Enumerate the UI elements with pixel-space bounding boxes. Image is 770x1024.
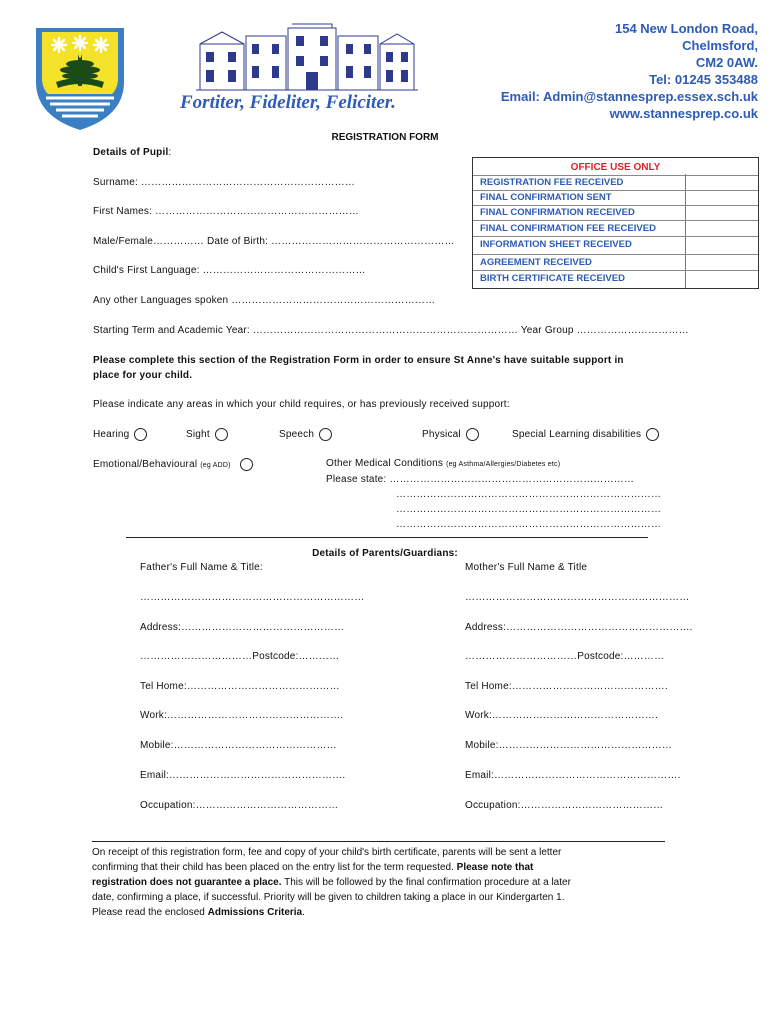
office-row-label: FINAL CONFIRMATION FEE RECEIVED (480, 223, 656, 234)
starting-term-field[interactable]: Starting Term and Academic Year: …………………………………………………………………… Year Group …………………………… (93, 325, 689, 336)
sex-and-dob-field[interactable]: Male/Female…………… Date of Birth: ……………………………………………… (93, 236, 455, 247)
office-row-label: REGISTRATION FEE RECEIVED (480, 177, 624, 188)
mother-occupation-field[interactable]: Occupation:…………………………………… (465, 800, 664, 811)
emotional-option[interactable] (93, 458, 253, 471)
mother-postcode-field[interactable]: ……………………………Postcode:………… (465, 651, 665, 662)
mother-mobile-field[interactable]: Mobile:…………………………………………… (465, 740, 673, 751)
please-state-line[interactable]: …………………………………………………………………… (396, 519, 662, 530)
address-street: 154 New London Road, (614, 21, 758, 36)
office-use-box (472, 157, 759, 289)
father-postcode-field[interactable]: ……………………………Postcode:………… (140, 651, 340, 662)
father-mobile-field[interactable]: Mobile:………………………………………… (140, 740, 337, 751)
father-work-field[interactable]: Work:……………………………………………. (140, 710, 344, 721)
father-name-field[interactable]: ………………………………………………………… (140, 592, 365, 603)
address-postcode: CM2 0AW. (695, 55, 758, 70)
father-occupation-field[interactable]: Occupation:…………………………………… (140, 800, 339, 811)
special-learning-radio[interactable] (646, 428, 659, 441)
office-row-label: BIRTH CERTIFICATE RECEIVED (480, 273, 625, 284)
office-row (473, 238, 758, 255)
emotional-label: Emotional/Behavioural (93, 459, 198, 471)
office-row-label: AGREEMENT RECEIVED (480, 257, 592, 268)
physical-label: Physical (422, 429, 461, 441)
please-state-line[interactable]: …………………………………………………………………… (396, 489, 662, 500)
hearing-option[interactable] (93, 428, 147, 441)
office-row-label: INFORMATION SHEET RECEIVED (480, 239, 632, 250)
registration-note (92, 841, 665, 920)
address-town: Chelmsford, (682, 38, 758, 53)
parents-heading: Details of Parents/Guardians: (312, 548, 458, 559)
mother-tel-field[interactable]: Tel Home:………………………………………. (465, 681, 668, 692)
mother-name-title-label: Mother's Full Name & Title (465, 562, 588, 573)
note-line: Please read the enclosed Admissions Criteria. (92, 907, 305, 918)
mother-address-field[interactable]: Address:………………………………………………. (465, 622, 693, 633)
hearing-radio[interactable] (134, 428, 147, 441)
please-state-field[interactable]: Please state: ……………………………………………………………… (326, 474, 635, 485)
school-crest-logo (32, 24, 128, 132)
address-telephone: Tel: 01245 353488 (649, 72, 758, 87)
physical-radio[interactable] (466, 428, 479, 441)
pupil-details-heading: Details of Pupil: (93, 147, 172, 158)
note-line: On receipt of this registration form, fee and copy of your child's birth certificate, parents will be sent a letter (92, 847, 562, 858)
sight-label: Sight (186, 429, 210, 441)
office-row (473, 191, 758, 206)
other-medical-note: (eg Asthma/Allergies/Diabetes etc) (446, 461, 561, 468)
first-names-field[interactable]: First Names: …………………………………………………… (93, 206, 360, 217)
mother-email-field[interactable]: Email:………………………………………………. (465, 770, 681, 781)
office-row (473, 222, 758, 237)
father-email-field[interactable]: Email:……………………………………………. (140, 770, 346, 781)
first-language-field[interactable]: Child's First Language: ………………………………………… (93, 265, 366, 276)
emotional-note: (eg ADD) (200, 462, 231, 470)
address-website: www.stannesprep.co.uk (609, 106, 758, 121)
sight-radio[interactable] (215, 428, 228, 441)
speech-label: Speech (279, 429, 315, 441)
mother-name-field[interactable]: ………………………………………………………… (465, 592, 690, 603)
office-row-label: FINAL CONFIRMATION RECEIVED (480, 207, 635, 218)
admissions-criteria-text: Admissions Criteria (207, 907, 303, 918)
other-languages-field[interactable]: Any other Languages spoken …………………………………………………… (93, 295, 436, 306)
form-title: REGISTRATION FORM (331, 132, 439, 143)
father-name-title-label: Father's Full Name & Title: (140, 562, 263, 573)
office-row-label: FINAL CONFIRMATION SENT (480, 192, 612, 203)
other-medical-label: Other Medical Conditions (eg Asthma/Allergies/Diabetes etc) (326, 458, 561, 469)
support-question: Please indicate any areas in which your child requires, or has previously received support: (93, 399, 510, 410)
school-motto: Fortiter, Fideliter, Feliciter. (180, 92, 396, 113)
special-learning-option[interactable] (512, 428, 659, 441)
speech-radio[interactable] (319, 428, 332, 441)
office-row (473, 256, 758, 271)
office-use-header: OFFICE USE ONLY (570, 162, 661, 173)
section-divider (126, 537, 648, 538)
physical-option[interactable] (422, 428, 479, 441)
mother-work-field[interactable]: Work:…………………………………………. (465, 710, 659, 721)
sight-option[interactable] (186, 428, 228, 441)
support-intro-line2: place for your child. (93, 370, 193, 381)
office-row (473, 175, 758, 191)
office-row (473, 272, 758, 287)
father-tel-field[interactable]: Tel Home:……………………………………… (140, 681, 340, 692)
speech-option[interactable] (279, 428, 332, 441)
special-learning-label: Special Learning disabilities (512, 429, 642, 441)
father-address-field[interactable]: Address:………………………………………… (140, 622, 345, 633)
surname-field[interactable]: Surname: ……………………………………………………… (93, 177, 356, 188)
note-line: date, confirming a place, if successful. Priority will be given to children taking a place in our Kindergarten 1. (92, 892, 565, 903)
address-email: Email: Admin@stannesprep.essex.sch.uk (500, 89, 758, 104)
hearing-label: Hearing (93, 429, 130, 441)
office-row (473, 206, 758, 221)
school-building-illustration (196, 22, 418, 94)
support-intro-line1: Please complete this section of the Registration Form in order to ensure St Anne's have suitable support in (93, 355, 624, 366)
note-line: confirming that their child has been placed on the entry list for the term requested. Please note that (92, 862, 534, 873)
emotional-radio[interactable] (240, 458, 253, 471)
school-address-block (501, 20, 758, 122)
note-line: registration does not guarantee a place. This will be followed by the final confirmation procedure at a later (92, 877, 571, 888)
please-state-line[interactable]: …………………………………………………………………… (396, 504, 662, 515)
